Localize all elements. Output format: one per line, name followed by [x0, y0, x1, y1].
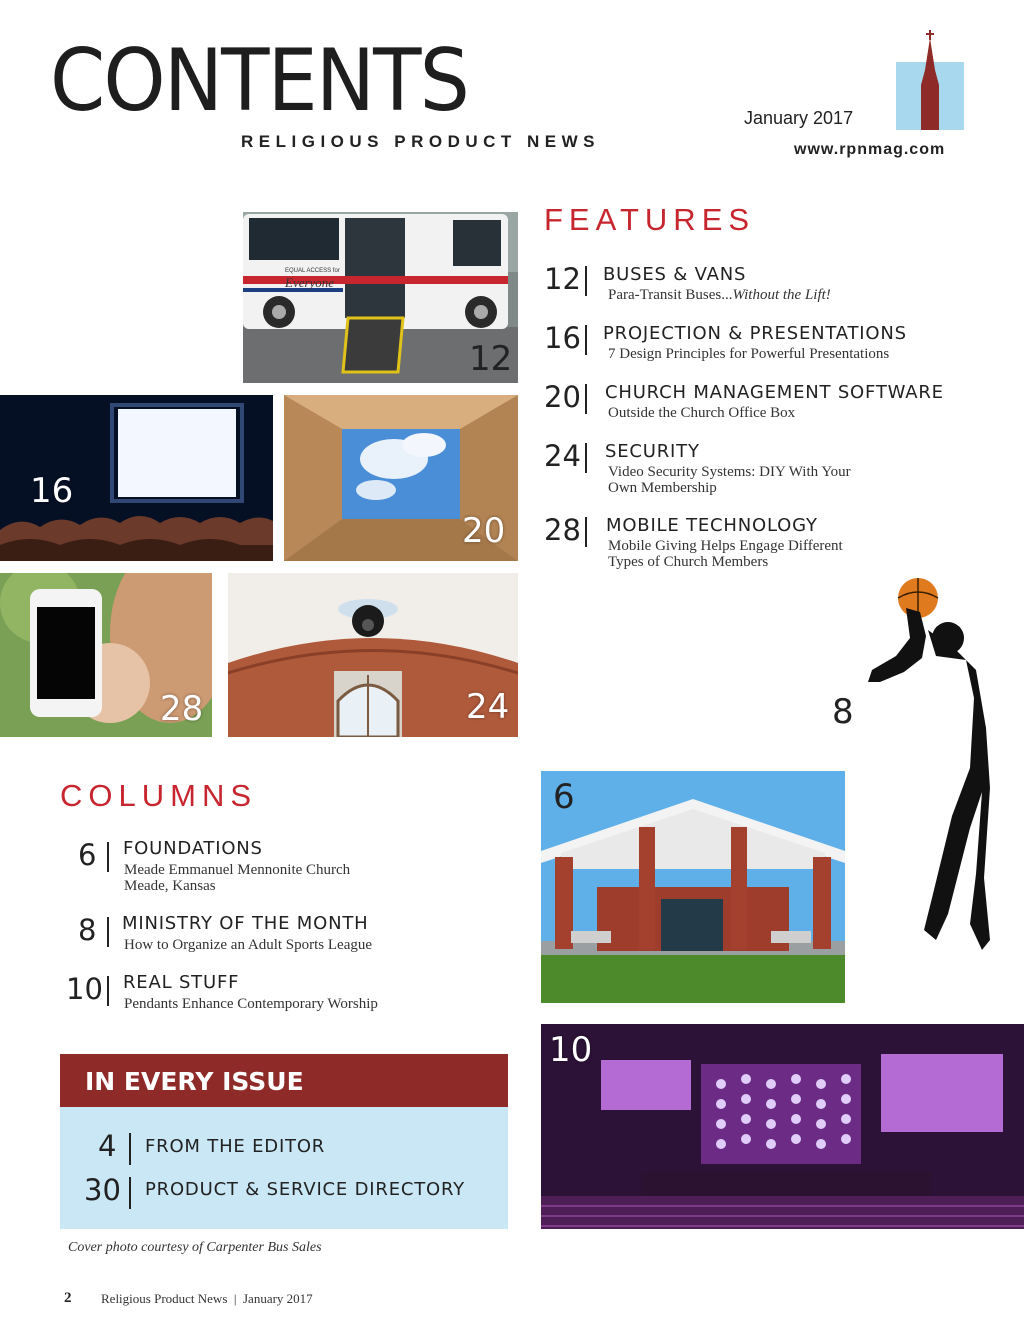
entry-description: Video Security Systems: DIY With Your: [608, 464, 851, 480]
entry-divider: [585, 384, 587, 414]
magazine-name: RELIGIOUS PRODUCT NEWS: [241, 132, 601, 151]
entry-heading: PROJECTION & PRESENTATIONS: [603, 323, 907, 344]
basketball-player-silhouette: [866, 578, 990, 952]
entry-divider: [107, 917, 109, 947]
website-url: www.rpnmag.com: [794, 141, 946, 158]
entry-divider: [129, 1133, 131, 1165]
entry-heading: CHURCH MANAGEMENT SOFTWARE: [605, 382, 944, 403]
entry-description: 7 Design Principles for Powerful Presentations: [608, 346, 890, 362]
worship-stage-photo: [541, 1024, 1024, 1229]
entry-page-number: 4: [98, 1129, 117, 1163]
bus-logo-word: Everyone: [285, 275, 335, 290]
entry-heading: FOUNDATIONS: [123, 838, 263, 859]
entry-divider: [585, 517, 587, 547]
in-every-issue-title: IN EVERY ISSUE: [85, 1067, 304, 1096]
entry-description: Pendants Enhance Contemporary Worship: [124, 996, 378, 1012]
entry-page-number: 30: [84, 1173, 121, 1207]
real-stuff-page-number: 10: [549, 1030, 593, 1070]
entry-heading: PRODUCT & SERVICE DIRECTORY: [145, 1179, 465, 1200]
church-steeple-logo: [896, 30, 964, 130]
entry-heading: MOBILE TECHNOLOGY: [606, 515, 818, 536]
mobile-page-number: 28: [160, 689, 204, 729]
entry-description-line2: Own Membership: [608, 480, 717, 496]
entry-divider: [585, 325, 587, 355]
entry-page-number: 24: [544, 439, 581, 473]
smartphone-photo: [0, 573, 212, 737]
cardboard-box-photo: [284, 395, 518, 561]
security-page-number: 24: [466, 687, 510, 727]
entry-heading: MINISTRY OF THE MONTH: [122, 913, 369, 934]
features-heading: FEATURES: [544, 202, 756, 237]
bus-photo: [243, 212, 518, 383]
foundations-page-number: 6: [553, 777, 575, 817]
church-building-photo: [541, 771, 845, 1003]
entry-page-number: 8: [78, 913, 97, 947]
entry-description-line2: Types of Church Members: [608, 554, 769, 570]
bus-logo-tagline: EQUAL ACCESS for: [285, 268, 340, 274]
entry-divider: [107, 976, 109, 1006]
projection-page-number: 16: [30, 471, 74, 511]
footer-publication-info: Religious Product News | January 2017: [101, 1291, 313, 1306]
projection-screen-photo: [0, 395, 273, 561]
entry-page-number: 28: [544, 513, 581, 547]
entry-description: [608, 287, 831, 303]
security-camera-photo: [228, 573, 518, 737]
entry-description: Meade Emmanuel Mennonite Church: [124, 862, 351, 878]
entry-divider: [585, 443, 587, 473]
entry-page-number: 10: [66, 972, 103, 1006]
entry-page-number: 16: [544, 321, 581, 355]
entry-description-text: Para-Transit Buses...: [608, 287, 733, 303]
entry-heading: FROM THE EDITOR: [145, 1136, 326, 1157]
entry-description: How to Organize an Adult Sports League: [124, 937, 373, 953]
page-number: 2: [64, 1290, 72, 1306]
entry-heading: BUSES & VANS: [603, 264, 747, 285]
software-page-number: 20: [462, 511, 506, 551]
entry-description-italic: Without the Lift!: [732, 287, 831, 303]
issue-date: January 2017: [744, 108, 854, 128]
entry-page-number: 6: [78, 838, 97, 872]
entry-heading: SECURITY: [605, 441, 700, 462]
entry-description: Mobile Giving Helps Engage Different: [608, 538, 843, 554]
bus-page-number: 12: [469, 339, 513, 379]
page-title: CONTENTS: [50, 31, 469, 131]
entry-divider: [585, 266, 587, 296]
entry-page-number: 20: [544, 380, 581, 414]
entry-heading: REAL STUFF: [123, 972, 240, 993]
entry-description-line2: Meade, Kansas: [124, 878, 216, 894]
entry-divider: [107, 842, 109, 872]
columns-heading: COLUMNS: [60, 778, 258, 813]
ministry-page-number: 8: [832, 692, 854, 732]
entry-divider: [129, 1177, 131, 1209]
in-every-issue-header: [60, 1054, 508, 1107]
entry-description: Outside the Church Office Box: [608, 405, 796, 421]
entry-page-number: 12: [544, 262, 581, 296]
in-every-issue-box: [60, 1054, 508, 1229]
cover-photo-credit: Cover photo courtesy of Carpenter Bus Sales: [68, 1240, 322, 1255]
